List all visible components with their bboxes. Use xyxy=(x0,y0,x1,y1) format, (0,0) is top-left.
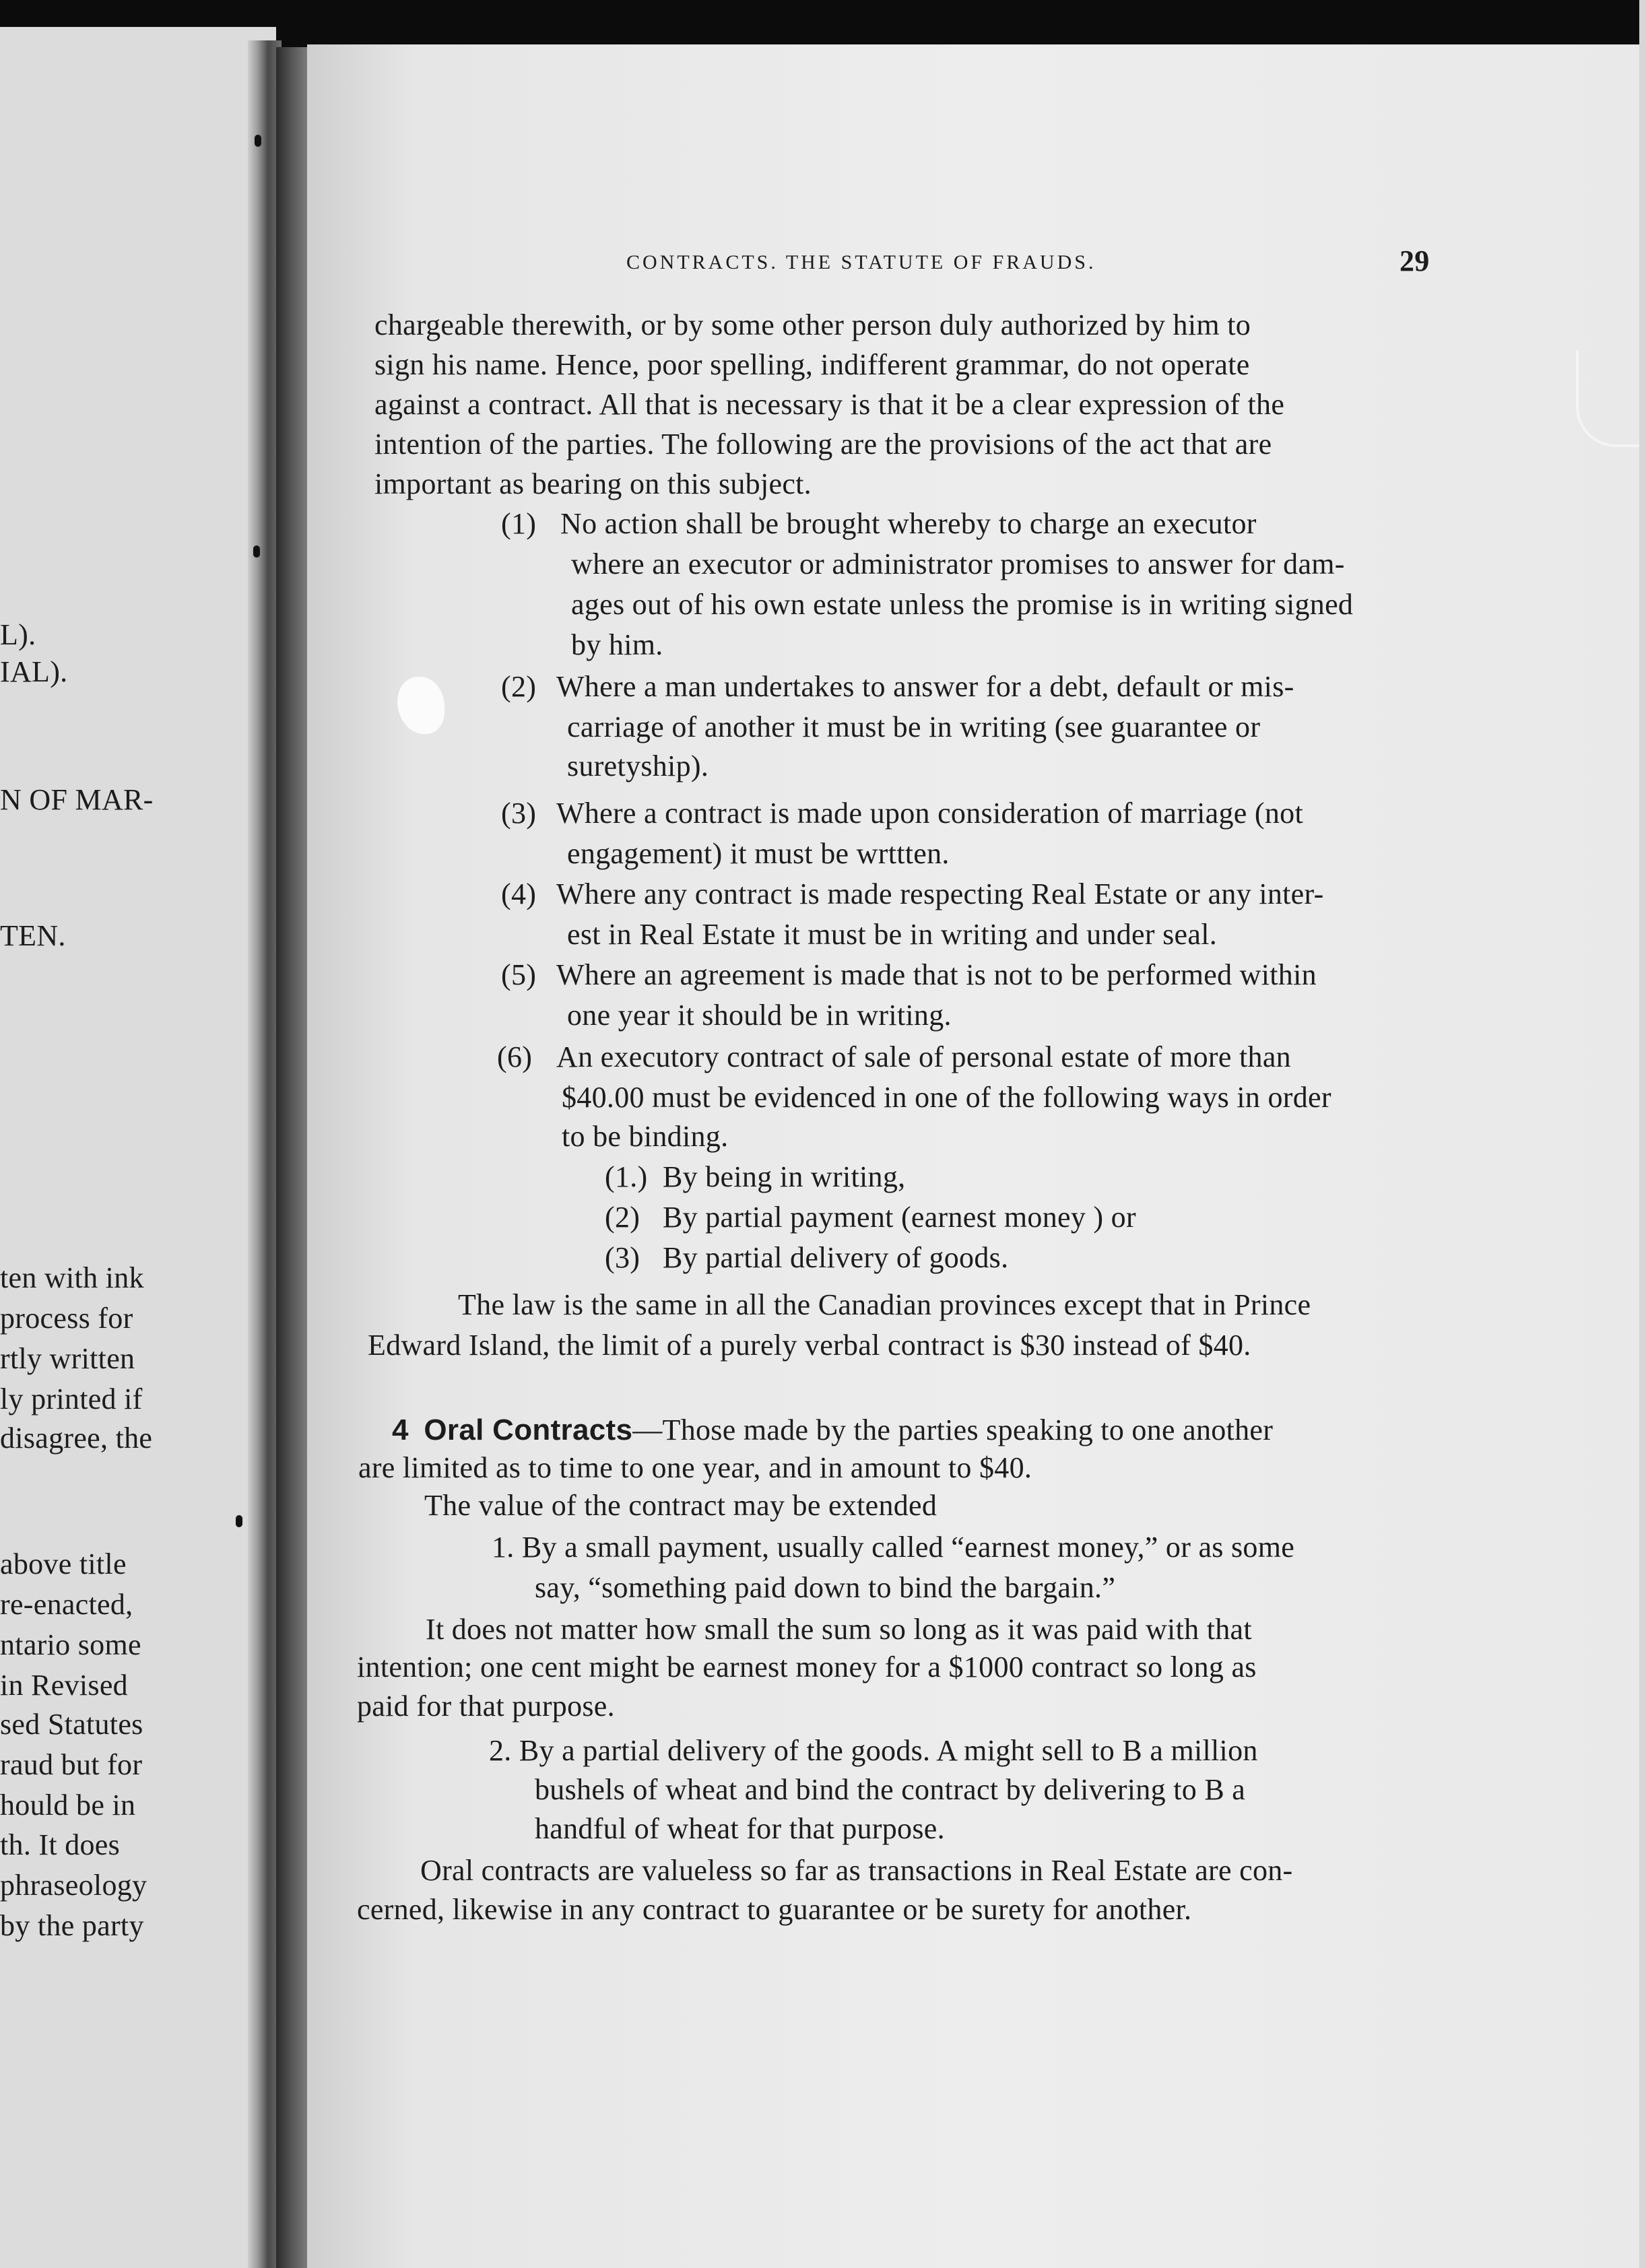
sub-item-text: By partial payment (earnest money ) or xyxy=(663,1201,1136,1234)
provision-line: est in Real Estate it must be in writing and under seal. xyxy=(567,918,1218,951)
text-line: 2. By a partial delivery of the goods. A might sell to B a million xyxy=(489,1734,1258,1767)
text-line: important as bearing on this subject. xyxy=(374,467,812,500)
sub-item-number: (1.) xyxy=(605,1160,648,1193)
text-line: against a contract. All that is necessary is that it be a clear expression of the xyxy=(374,388,1285,421)
text-line: bushels of wheat and bind the contract by delivering to B a xyxy=(535,1773,1246,1806)
provision-number: (3) xyxy=(501,797,537,830)
left-fragment: L). xyxy=(0,618,36,651)
text-line: The law is the same in all the Canadian provinces except that in Prince xyxy=(458,1288,1311,1321)
text-line: sign his name. Hence, poor spelling, indifferent grammar, do not operate xyxy=(374,348,1250,381)
provision-line: suretyship). xyxy=(567,749,709,782)
provision-number: (6) xyxy=(497,1040,533,1073)
provision-line: to be binding. xyxy=(562,1120,729,1153)
text-line: cerned, likewise in any contract to guarantee or be surety for another. xyxy=(357,1893,1192,1926)
provision-line: by him. xyxy=(571,628,663,661)
text-line: say, “something paid down to bind the bargain.” xyxy=(535,1571,1116,1604)
provision-number: (5) xyxy=(501,958,537,991)
left-fragment: th. It does xyxy=(0,1828,121,1861)
provision-line: engagement) it must be wrttten. xyxy=(567,837,950,870)
page-tear-mark xyxy=(1576,350,1639,447)
provision-number: (4) xyxy=(501,877,537,910)
left-fragment: above title xyxy=(0,1547,127,1580)
text-line: Oral contracts are valueless so far as transactions in Real Estate are con- xyxy=(420,1854,1293,1887)
provision-line: Where a contract is made upon consideration of marriage (not xyxy=(556,797,1303,830)
provision-line: $40.00 must be evidenced in one of the following ways in order xyxy=(562,1081,1331,1114)
section-heading: Oral Contracts xyxy=(424,1413,633,1446)
provision-line: where an executor or administrator promises to answer for dam- xyxy=(571,547,1345,580)
provision-number: (2) xyxy=(501,670,537,703)
sub-item-text: By partial delivery of goods. xyxy=(663,1241,1009,1274)
provision-line: Where an agreement is made that is not to be performed within xyxy=(556,958,1317,991)
sub-item-number: (2) xyxy=(605,1201,640,1234)
left-fragment: sed Statutes xyxy=(0,1708,143,1741)
text-line: Edward Island, the limit of a purely verbal contract is $30 instead of $40. xyxy=(368,1329,1251,1362)
provision-line: ages out of his own estate unless the promise is in writing signed xyxy=(571,588,1354,621)
provision-line: one year it should be in writing. xyxy=(567,999,952,1032)
provision-number: (1) xyxy=(501,507,537,540)
left-fragment: ntario some xyxy=(0,1628,141,1661)
left-fragment: phraseology xyxy=(0,1869,147,1902)
binding-mark xyxy=(253,545,260,558)
text-line: intention of the parties. The following are the provisions of the act that are xyxy=(374,428,1272,461)
text-line: 1. By a small payment, usually called “earnest money,” or as some xyxy=(492,1531,1295,1564)
book-gutter xyxy=(276,47,307,2268)
text-line: The value of the contract may be extended xyxy=(424,1489,937,1522)
provision-line: An executory contract of sale of personal estate of more than xyxy=(556,1040,1291,1073)
left-fragment: re-enacted, xyxy=(0,1588,133,1621)
left-fragment: ly printed if xyxy=(0,1382,143,1415)
provision-line: No action shall be brought whereby to charge an executor xyxy=(560,507,1257,540)
left-fragment: hould be in xyxy=(0,1789,136,1822)
provision-line: Where a man undertakes to answer for a debt, default or mis- xyxy=(556,670,1294,703)
left-fragment: IAL). xyxy=(0,655,68,688)
binding-mark xyxy=(236,1515,242,1527)
text-line: are limited as to time to one year, and in amount to $40. xyxy=(358,1451,1032,1484)
running-head: CONTRACTS. THE STATUTE OF FRAUDS. xyxy=(626,251,1096,273)
provision-line: Where any contract is made respecting Real Estate or any inter- xyxy=(556,877,1324,910)
left-fragment: raud but for xyxy=(0,1748,143,1781)
left-fragment: process for xyxy=(0,1302,133,1335)
text-line: chargeable therewith, or by some other person duly authorized by him to xyxy=(374,308,1251,341)
provision-line: carriage of another it must be in writing (see guarantee or xyxy=(567,710,1261,743)
section-number: 4 xyxy=(392,1413,409,1446)
page-number: 29 xyxy=(1400,244,1430,277)
left-fragment: TEN. xyxy=(0,919,66,952)
left-fragment: disagree, the xyxy=(0,1422,153,1455)
left-fragment: N OF MAR- xyxy=(0,783,154,816)
text-line: paid for that purpose. xyxy=(357,1690,615,1723)
binding-mark xyxy=(255,135,261,147)
section-heading-line xyxy=(392,1411,1273,1449)
left-fragment: rtly written xyxy=(0,1342,135,1375)
text-line: intention; one cent might be earnest money for a $1000 contract so long as xyxy=(357,1650,1257,1683)
page-right-edge xyxy=(1639,0,1646,2268)
left-fragment: by the party xyxy=(0,1909,144,1942)
sub-item-number: (3) xyxy=(605,1241,640,1274)
left-fragment: in Revised xyxy=(0,1669,128,1702)
text-line: handful of wheat for that purpose. xyxy=(535,1812,945,1845)
sub-item-text: By being in writing, xyxy=(663,1160,906,1193)
section-intro: —Those made by the parties speaking to one another xyxy=(632,1413,1274,1446)
left-fragment: ten with ink xyxy=(0,1261,144,1294)
text-line: It does not matter how small the sum so long as it was paid with that xyxy=(426,1613,1252,1646)
